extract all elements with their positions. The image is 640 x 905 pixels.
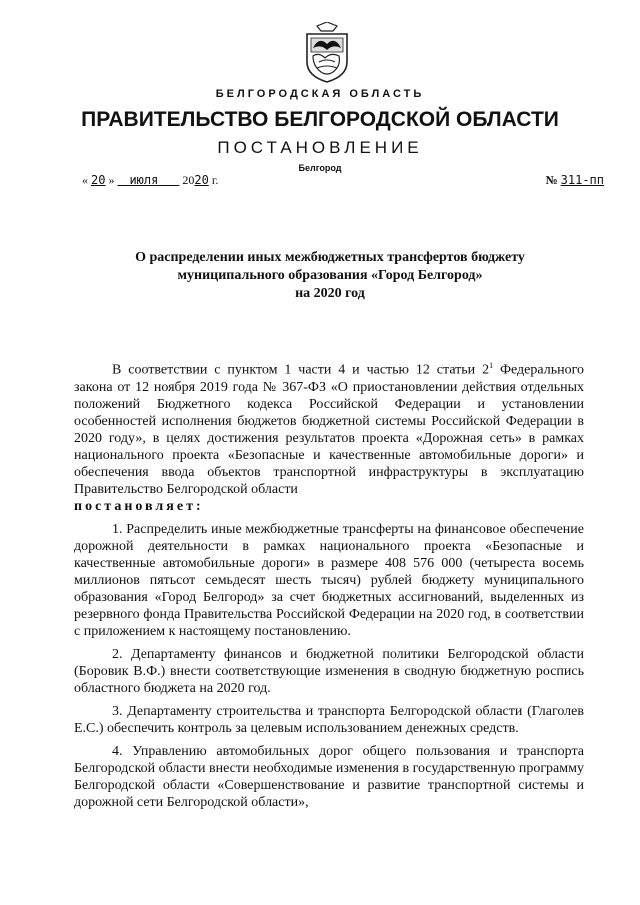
date-year-prefix: 20 [182, 173, 195, 187]
number-prefix: № [545, 173, 558, 187]
document-body [74, 357, 584, 817]
number-value: 311-пп [560, 173, 604, 187]
region-name: БЕЛГОРОДСКАЯ ОБЛАСТЬ [215, 88, 425, 100]
title-line-3: на 2020 год [295, 286, 365, 301]
document-type: ПОСТАНОВЛЕНИЕ [217, 138, 423, 157]
date-open-quote: « [82, 173, 88, 187]
intro-paragraph [74, 357, 584, 498]
date-year-suffix: 20 [194, 173, 209, 187]
intro-superscript: 1 [489, 361, 494, 370]
paragraph-3: 3. Департаменту строительства и транспорта Белгородской области (Глаголев Е.С.) обеспечить контроль за целевым использованием денежных средств. [74, 703, 584, 736]
date-year-abbr: г. [211, 173, 219, 187]
title-line-1: О распределении иных межбюджетных трансфертов бюджету [135, 250, 525, 265]
resolves-word: постановляет: [74, 498, 204, 514]
date-close-quote: » [108, 173, 115, 187]
document-date [82, 173, 218, 188]
paragraph-4: 4. Управлению автомобильных дорог общего пользования и транспорта Белгородской области внести необходимые изменения в государственную программу Белгородской области «Совершенствование и развитие транспортной системы и дорожной сети Белгородской области», [74, 743, 584, 810]
paragraph-1: 1. Распределить иные межбюджетные трансферты на финансовое обеспечение дорожной деятельности в рамках национального проекта «Безопасные и качественные автомобильные дороги» в размере 408 576 000 (четыреста восемь миллионов пятьсот семьдесят шесть тысяч) рублей бюджету муниципального образования «Город Белгород» за счет бюджетных ассигнований, выделенных из резервного фонда Правительства Российской Федерации на 2020 год, в соответствии с приложением к настоящему постановлению. [74, 521, 584, 639]
title-line-2: муниципального образования «Город Белгород» [177, 268, 483, 283]
document-title [60, 249, 600, 303]
document-number [546, 173, 604, 188]
date-month: июля [129, 173, 159, 187]
government-name: ПРАВИТЕЛЬСТВО БЕЛГОРОДСКОЙ ОБЛАСТИ [81, 108, 559, 131]
paragraph-2: 2. Департаменту финансов и бюджетной политики Белгородской области (Боровик В.Ф.) внести соответствующие изменения в сводную бюджетную роспись областного бюджета на 2020 год. [74, 646, 584, 696]
intro-text-before: В соответствии с пунктом 1 части 4 и частью 12 статьи 2 [112, 362, 490, 378]
coat-of-arms-emblem [303, 22, 351, 84]
city-name: Белгород [298, 163, 342, 173]
intro-text-after: Федерального закона от 12 ноября 2019 года № 367-ФЗ «О приостановлении действия отдельных положений Бюджетного кодекса Российской Федерации и установлении особенностей исполнения бюджетов бюджетной системы Российской Федерации в 2020 году», в целях достижения результатов проекта «Дорожная сеть» в рамках национального проекта «Безопасные и качественные автомобильные дороги» и обеспечения ввода объектов транспортной инфраструктуры в эксплуатацию Правительство Белгородской области [74, 362, 584, 497]
date-day: 20 [91, 173, 106, 187]
